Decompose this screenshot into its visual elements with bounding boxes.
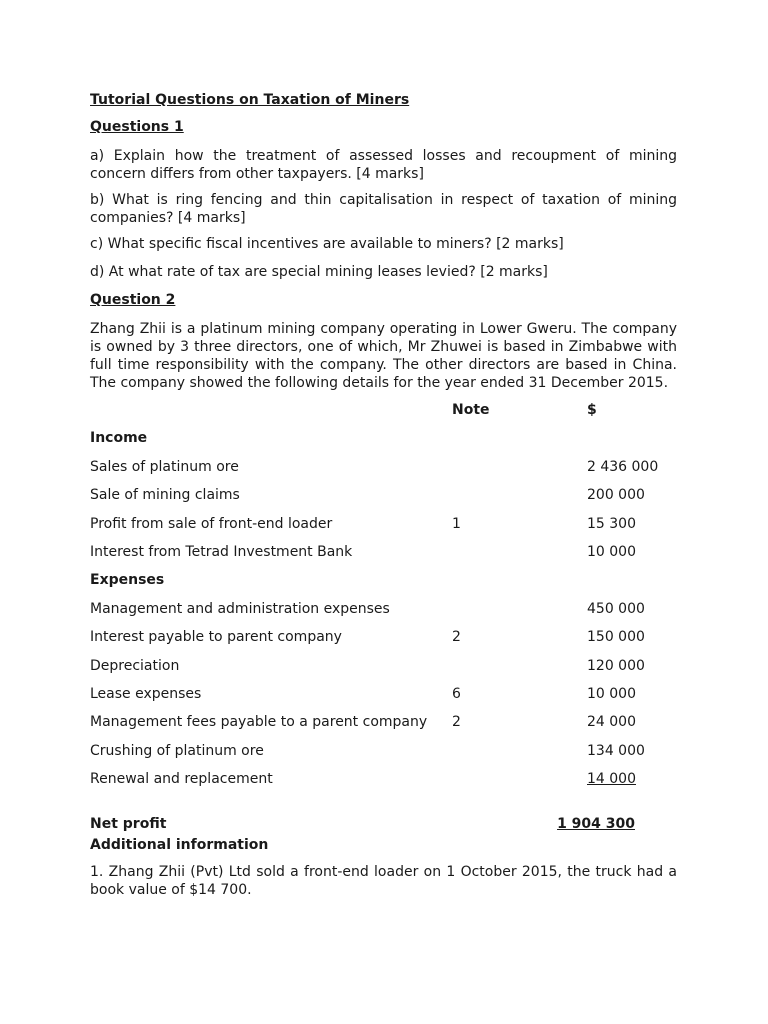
expense-row [90,742,677,770]
line-item-amount: 200 000 [587,487,645,504]
net-profit-label: Net profit [90,816,167,833]
line-item-amount: 120 000 [587,657,645,674]
line-item-label: Lease expenses [90,685,202,702]
expense-row [90,657,677,685]
line-item-label: Sale of mining claims [90,487,240,504]
line-item-label: Sales of platinum ore [90,458,239,475]
document-title: Tutorial Questions on Taxation of Miners [90,92,410,108]
line-item-amount: 10 000 [587,685,636,702]
expense-row [90,628,677,656]
line-item-amount: 2 436 000 [587,458,659,475]
expense-row [90,685,677,713]
line-item-amount: 134 000 [587,742,645,759]
additional-info-heading: Additional information [90,836,269,853]
income-heading-row [90,429,677,457]
income-row [90,515,677,543]
income-rows [90,458,677,572]
line-item-note: 6 [452,685,461,702]
income-row [90,543,677,571]
line-item-amount: 450 000 [587,600,645,617]
question-1b: b) What is ring fencing and thin capitalisation in respect of taxation of mining companies? [4 marks] [90,192,677,226]
note-column-header: Note [452,402,490,418]
line-item-note: 1 [452,515,461,532]
net-profit-amount: 1 904 300 [557,816,635,833]
column-header-row [90,401,677,429]
line-item-amount: 150 000 [587,629,645,646]
question-1-heading: Questions 1 [90,119,184,135]
income-row [90,458,677,486]
line-item-amount: 24 000 [587,714,636,731]
question-2-intro: Zhang Zhii is a platinum mining company operating in Lower Gweru. The company is owned by 3 three directors, one of which, Mr Zhuwei is based in Zimbabwe with full time responsibility with the company. The other directors are based in China. The company showed the following details for the year ended 31 December 2015. [90,321,677,391]
net-profit-row [90,815,677,843]
expense-row [90,600,677,628]
question-1d: d) At what rate of tax are special mining leases levied? [2 marks] [90,264,548,280]
expense-row [90,770,677,798]
question-1c: c) What specific fiscal incentives are available to miners? [2 marks] [90,236,564,252]
expense-row [90,713,677,741]
amount-column-header: $ [587,402,597,418]
line-item-label: Depreciation [90,657,180,674]
line-item-amount: 14 000 [587,771,636,788]
line-item-label: Interest payable to parent company [90,629,342,646]
line-item-label: Crushing of platinum ore [90,742,264,759]
line-item-label: Renewal and replacement [90,771,273,788]
line-item-note: 2 [452,629,461,646]
expenses-heading-row [90,571,677,599]
line-item-amount: 15 300 [587,515,636,532]
additional-info-item: 1. Zhang Zhii (Pvt) Ltd sold a front-end loader on 1 October 2015, the truck had a book value of $14 700. [90,863,677,898]
line-item-label: Interest from Tetrad Investment Bank [90,543,353,560]
line-item-label: Profit from sale of front-end loader [90,515,333,532]
line-item-amount: 10 000 [587,543,636,560]
expenses-heading: Expenses [90,572,165,589]
line-item-note: 2 [452,714,461,731]
line-item-label: Management fees payable to a parent company [90,714,428,731]
expense-rows [90,600,677,799]
income-row [90,486,677,514]
line-item-label: Management and administration expenses [90,600,390,617]
income-statement [90,401,677,844]
question-2-heading: Question 2 [90,292,176,308]
income-heading: Income [90,430,148,447]
document-page [90,91,677,907]
question-1a: a) Explain how the treatment of assessed losses and recoupment of mining concern differs from other taxpayers. [4 marks] [90,148,677,182]
